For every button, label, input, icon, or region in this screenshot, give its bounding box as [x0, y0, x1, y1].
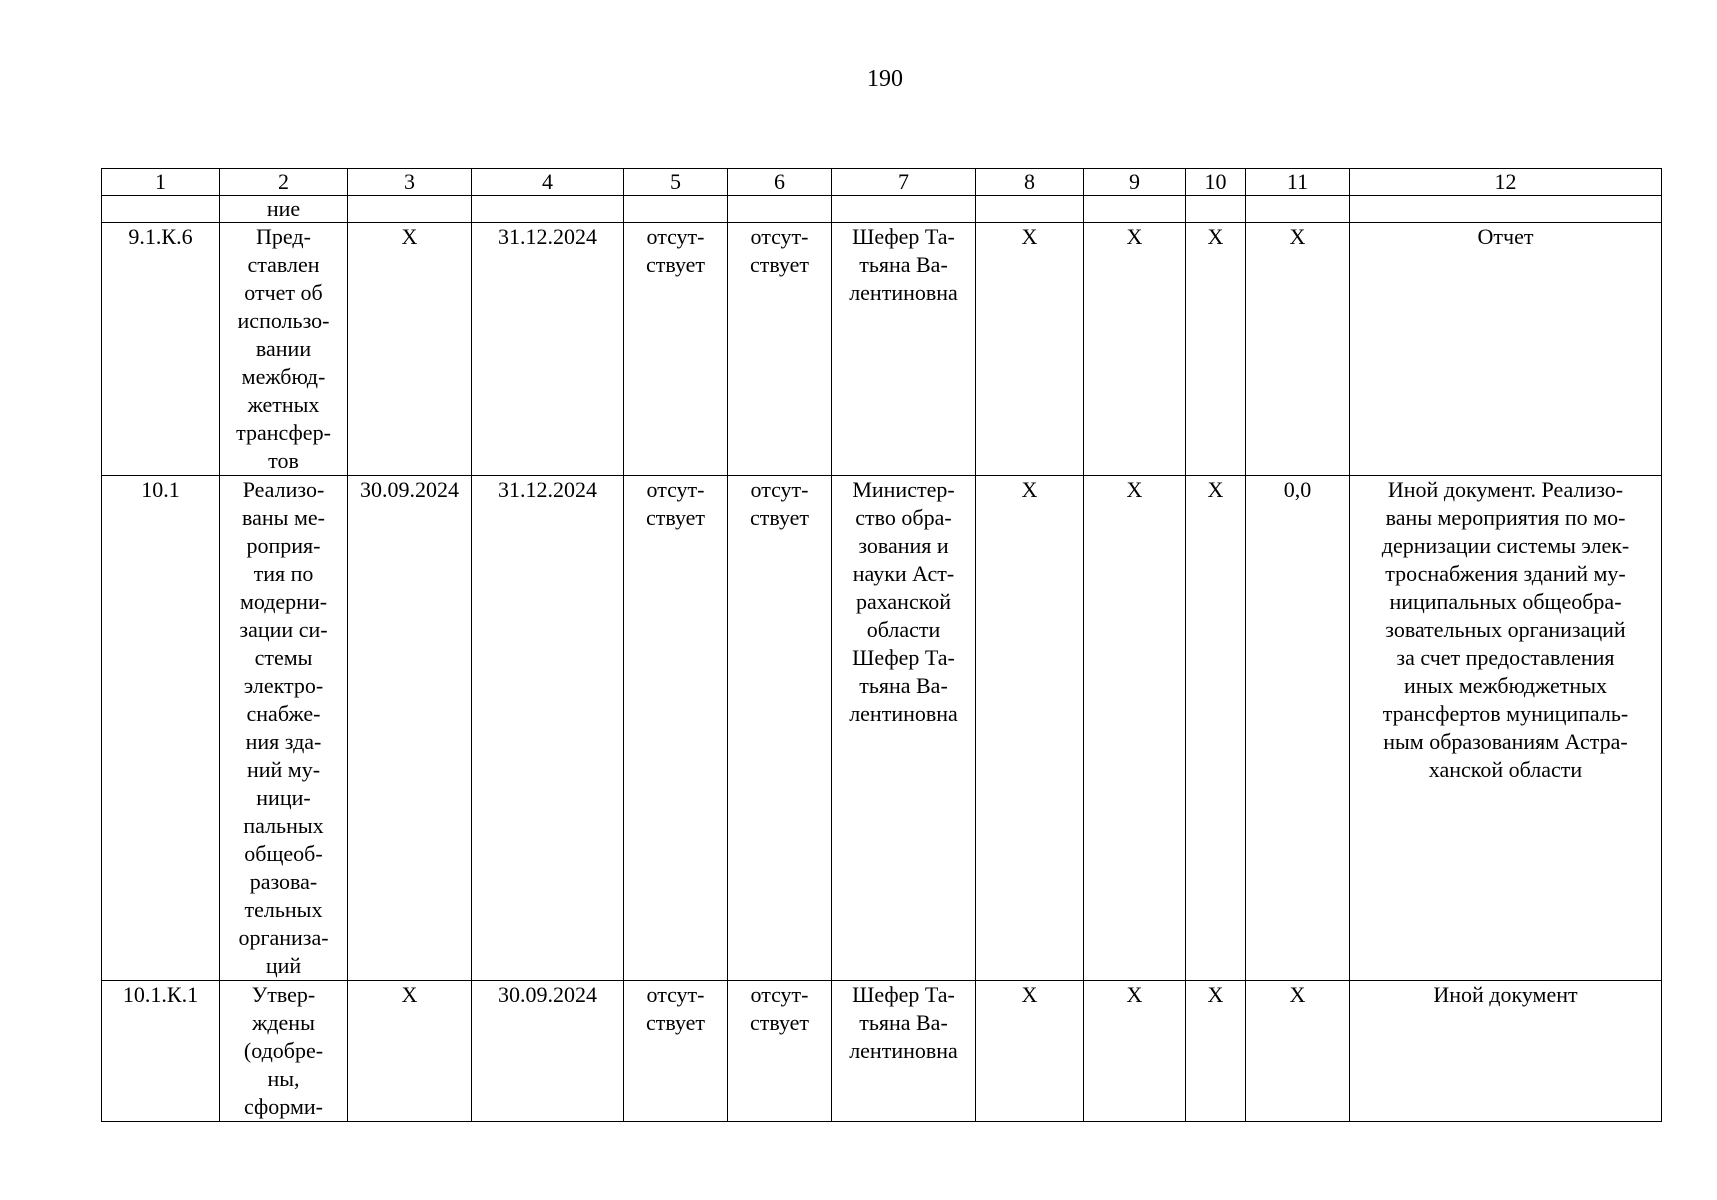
table-cell: Х — [976, 476, 1084, 981]
table-cell: отсут- ствует — [624, 223, 728, 476]
table-cell: Х — [1246, 223, 1350, 476]
table-cell — [472, 196, 624, 223]
table-cell: Х — [976, 981, 1084, 1122]
responsible-cell: Шефер Та- тьяна Ва- лентиновна — [832, 981, 976, 1122]
table-row — [102, 476, 1662, 981]
table-cell — [1186, 196, 1246, 223]
table-cell — [1246, 196, 1350, 223]
table-cell: 30.09.2024 — [348, 476, 472, 981]
row-number-cell: 9.1.К.6 — [102, 223, 220, 476]
table-cell — [1084, 196, 1186, 223]
table-cell — [976, 196, 1084, 223]
table-cell: отсут- ствует — [728, 476, 832, 981]
table-cell — [832, 196, 976, 223]
column-header: 1 — [102, 169, 220, 196]
table-cell: отсут- ствует — [728, 223, 832, 476]
column-header: 6 — [728, 169, 832, 196]
table-cell: отсут- ствует — [624, 476, 728, 981]
page-number: 190 — [867, 66, 903, 92]
column-header: 11 — [1246, 169, 1350, 196]
document-type-cell: Иной документ — [1350, 981, 1662, 1122]
table-cell: Х — [348, 223, 472, 476]
table-cell: Х — [1186, 223, 1246, 476]
result-name-cell: Реализо- ваны ме- роприя- тия по модерни- зации си- стемы электро- снабже- ния зда- ний му- ници- пальных общеоб- разова- тельных организа- ций — [220, 476, 348, 981]
table-cell: 30.09.2024 — [472, 981, 624, 1122]
table-row — [102, 223, 1662, 476]
table-cell: 31.12.2024 — [472, 476, 624, 981]
table-cell: Х — [1246, 981, 1350, 1122]
table-cell — [728, 196, 832, 223]
table-cell: Х — [1084, 476, 1186, 981]
column-header: 8 — [976, 169, 1084, 196]
table-cell: Х — [1186, 476, 1246, 981]
column-number-row — [102, 169, 1662, 196]
column-header: 2 — [220, 169, 348, 196]
document-type-cell: Отчет — [1350, 223, 1662, 476]
table-row — [102, 981, 1662, 1122]
table-cell — [348, 196, 472, 223]
row-number-cell: 10.1.К.1 — [102, 981, 220, 1122]
column-header: 12 — [1350, 169, 1662, 196]
table-cell — [1350, 196, 1662, 223]
table-cell: 31.12.2024 — [472, 223, 624, 476]
column-header: 10 — [1186, 169, 1246, 196]
column-header: 5 — [624, 169, 728, 196]
document-type-cell: Иной документ. Реализо- ваны мероприятия по мо- дернизации системы элек- троснабжения зданий му- ниципальных общеобра- зовательных организаций за счет предоставления иных межбюджетных трансфертов муниципаль- ным образованиям Астра- ханской области — [1350, 476, 1662, 981]
table-cell: отсут- ствует — [624, 981, 728, 1122]
table-cell: ние — [220, 196, 348, 223]
result-name-cell: Утвер- ждены (одобре- ны, сформи- — [220, 981, 348, 1122]
column-header: 7 — [832, 169, 976, 196]
result-name-cell: Пред- ставлен отчет об использо- вании межбюд- жетных трансфер- тов — [220, 223, 348, 476]
row-number-cell: 10.1 — [102, 476, 220, 981]
column-header: 9 — [1084, 169, 1186, 196]
table-cell: 0,0 — [1246, 476, 1350, 981]
responsible-cell: Шефер Та- тьяна Ва- лентиновна — [832, 223, 976, 476]
table-cell: отсут- ствует — [728, 981, 832, 1122]
table-cell: Х — [1084, 981, 1186, 1122]
column-header: 3 — [348, 169, 472, 196]
table-cell — [624, 196, 728, 223]
table-cell: Х — [1186, 981, 1246, 1122]
report-table — [101, 168, 1662, 1122]
table-cell: Х — [1084, 223, 1186, 476]
table-cell — [102, 196, 220, 223]
table-cell: Х — [348, 981, 472, 1122]
continuation-row — [102, 196, 1662, 223]
column-header: 4 — [472, 169, 624, 196]
table-cell: Х — [976, 223, 1084, 476]
responsible-cell: Министер- ство обра- зования и науки Аст- раханской области Шефер Та- тьяна Ва- лентиновна — [832, 476, 976, 981]
